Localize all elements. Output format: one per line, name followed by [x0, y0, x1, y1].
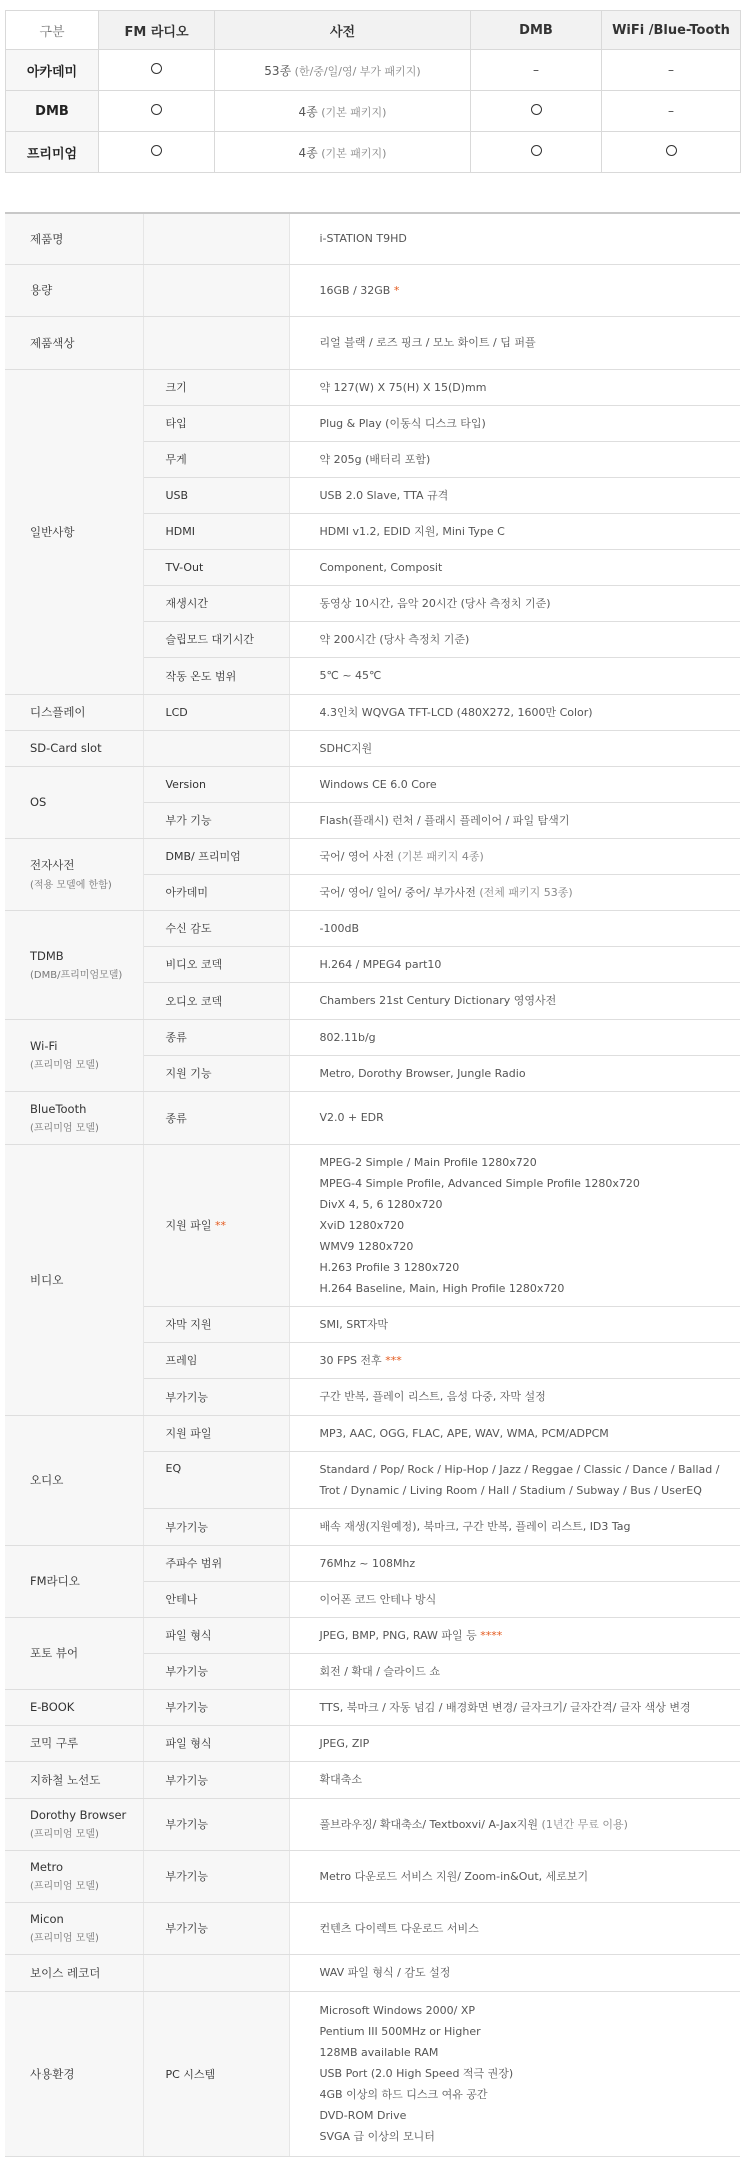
- dict-count: 53종: [264, 63, 292, 78]
- spec-row: [5, 1991, 740, 2156]
- spec-row: [5, 369, 740, 405]
- dmb-support-cell: [471, 132, 602, 173]
- label-main: Metro: [30, 1860, 64, 1874]
- header-wifi-bt: WiFi /Blue-Tooth: [602, 11, 741, 50]
- model-name: DMB: [6, 91, 99, 132]
- label-main: Wi-Fi: [30, 1039, 58, 1053]
- spec-value: H.264 / MPEG4 part10: [289, 946, 740, 982]
- spec-value: 이어폰 코드 안테나 방식: [289, 1581, 740, 1617]
- label-main: BlueTooth: [30, 1101, 87, 1116]
- env-line: Pentium III 500MHz or Higher: [319, 2025, 481, 2038]
- spec-value: Windows CE 6.0 Core: [289, 766, 740, 802]
- dmb-support-cell: [471, 91, 602, 132]
- spec-value: Metro 다운로드 서비스 지원/ Zoom-in&Out, 세로보기: [289, 1850, 740, 1902]
- spec-value: [289, 1617, 740, 1653]
- footnote-mark: **: [215, 1219, 227, 1232]
- spec-label: 지하철 노선도: [5, 1761, 143, 1798]
- spec-value: [289, 874, 740, 910]
- spec-label: [5, 838, 143, 910]
- wifi-support-cell: –: [602, 50, 741, 91]
- spec-table: [5, 212, 740, 2157]
- spec-value: [289, 264, 740, 316]
- value-note: (전체 패키지 53종): [479, 885, 573, 899]
- env-line: 4GB 이상의 하드 디스크 여유 공간: [319, 2088, 488, 2101]
- spec-key: 프레임: [143, 1342, 289, 1378]
- spec-value: 76Mhz ~ 108Mhz: [289, 1545, 740, 1581]
- spec-value: MP3, AAC, OGG, FLAC, APE, WAV, WMA, PCM/ADPCM: [289, 1415, 740, 1451]
- label-sub: (프리미엄 모델): [30, 1060, 99, 1071]
- spec-label: [5, 1091, 143, 1144]
- spec-key: 종류: [143, 1091, 289, 1144]
- dmb-support-cell: –: [471, 50, 602, 91]
- spec-label: [5, 1798, 143, 1850]
- spec-label: 디스플레이: [5, 694, 143, 730]
- spec-row: [5, 730, 740, 766]
- spec-value: -100dB: [289, 910, 740, 946]
- spec-value: USB 2.0 Slave, TTA 규격: [289, 477, 740, 513]
- label-sub: (적용 모델에 한함): [30, 880, 112, 891]
- spec-key: 지원 파일: [143, 1415, 289, 1451]
- spec-key: 부가 기능: [143, 802, 289, 838]
- spec-key: 종류: [143, 1019, 289, 1055]
- spec-value: Flash(플래시) 런처 / 플래시 플레이어 / 파일 탐색기: [289, 802, 740, 838]
- fm-support-cell: [99, 91, 215, 132]
- spec-key: Version: [143, 766, 289, 802]
- label-sub: (프리미엄 모델): [30, 1122, 99, 1134]
- dict-package: (기본 패키지): [317, 146, 387, 160]
- key-text: 지원 파일: [165, 1219, 212, 1232]
- spec-key: TV-Out: [143, 549, 289, 585]
- value-note: (기본 패키지 4종): [397, 849, 484, 863]
- spec-value: 약 127(W) X 75(H) X 15(D)mm: [289, 369, 740, 405]
- spec-row: [5, 213, 740, 264]
- spec-value: [289, 1144, 740, 1306]
- spec-key: USB: [143, 477, 289, 513]
- spec-key: [143, 316, 289, 369]
- spec-label: FM라디오: [5, 1545, 143, 1617]
- spec-value: 동영상 10시간, 음악 20시간 (당사 측정치 기준): [289, 585, 740, 621]
- header-category: 구분: [6, 11, 99, 50]
- video-format-line: WMV9 1280x720: [319, 1239, 414, 1253]
- circle-icon: [666, 145, 677, 156]
- circle-icon: [151, 63, 162, 74]
- spec-key: 부가기능: [143, 1850, 289, 1902]
- video-format-line: MPEG-2 Simple / Main Profile 1280x720: [319, 1155, 537, 1169]
- spec-key: 타입: [143, 405, 289, 441]
- circle-icon: [151, 145, 162, 156]
- spec-label: 코믹 구루: [5, 1725, 143, 1761]
- spec-value: SMI, SRT자막: [289, 1306, 740, 1342]
- spec-value: 약 205g (배터리 포함): [289, 441, 740, 477]
- spec-value: Chambers 21st Century Dictionary 영영사전: [289, 982, 740, 1019]
- spec-label: 비디오: [5, 1144, 143, 1415]
- fm-support-cell: [99, 132, 215, 173]
- spec-row: [5, 1545, 740, 1581]
- env-line: SVGA 급 이상의 모니터: [319, 2130, 435, 2143]
- spec-key: 수신 감도: [143, 910, 289, 946]
- video-format-line: XviD 1280x720: [319, 1218, 405, 1232]
- spec-row: [5, 1850, 740, 1902]
- spec-value: TTS, 북마크 / 자동 넘김 / 배경화면 변경/ 글자크기/ 글자간격/ 글자 색상 변경: [289, 1689, 740, 1725]
- env-line: Microsoft Windows 2000/ XP: [319, 2004, 476, 2017]
- spec-row: [5, 1415, 740, 1451]
- spec-row: [5, 264, 740, 316]
- spec-label: 오디오: [5, 1415, 143, 1545]
- spec-key: 재생시간: [143, 585, 289, 621]
- model-name: 아카데미: [6, 50, 99, 91]
- spec-value: 컨텐츠 다이렉트 다운로드 서비스: [289, 1902, 740, 1954]
- circle-icon: [151, 104, 162, 115]
- label-main: Micon: [30, 1912, 64, 1926]
- spec-value: 리얼 블랙 / 로즈 핑크 / 모노 화이트 / 딥 퍼플: [289, 316, 740, 369]
- spec-value: WAV 파일 형식 / 감도 설정: [289, 1954, 740, 1991]
- spec-value: 배속 재생(지원예정), 북마크, 구간 반복, 플레이 리스트, ID3 Tag: [289, 1508, 740, 1545]
- video-format-line: H.263 Profile 3 1280x720: [319, 1260, 460, 1274]
- label-main: TDMB: [30, 948, 64, 963]
- spec-key: 자막 지원: [143, 1306, 289, 1342]
- spec-row: [5, 694, 740, 730]
- spec-key: 부가기능: [143, 1653, 289, 1689]
- spec-key: 크기: [143, 369, 289, 405]
- spec-row: [5, 1617, 740, 1653]
- label-main: 전자사전: [30, 858, 75, 872]
- spec-row: [5, 1144, 740, 1306]
- spec-key: 작동 온도 범위: [143, 657, 289, 694]
- dictionary-cell: [215, 91, 471, 132]
- wifi-support-cell: [602, 132, 741, 173]
- spec-key: 파일 형식: [143, 1725, 289, 1761]
- spec-key: 슬립모드 대기시간: [143, 621, 289, 657]
- spec-label: 제품색상: [5, 316, 143, 369]
- video-format-line: MPEG-4 Simple Profile, Advanced Simple Profile 1280x720: [319, 1176, 640, 1190]
- spec-row: [5, 1798, 740, 1850]
- label-main: Dorothy Browser: [30, 1808, 127, 1822]
- spec-row: [5, 1725, 740, 1761]
- value-note: (1년간 무료 이용): [541, 1817, 628, 1831]
- spec-key: EQ: [143, 1451, 289, 1508]
- footnote-mark: ****: [480, 1628, 503, 1642]
- spec-value: 약 200시간 (당사 측정치 기준): [289, 621, 740, 657]
- video-format-line: DivX 4, 5, 6 1280x720: [319, 1197, 443, 1211]
- spec-value: 회전 / 확대 / 슬라이드 쇼: [289, 1653, 740, 1689]
- spec-key: 비디오 코덱: [143, 946, 289, 982]
- dict-count: 4종: [298, 104, 318, 119]
- spec-label: [5, 910, 143, 1019]
- spec-label: [5, 1902, 143, 1954]
- spec-value: Plug & Play (이동식 디스크 타입): [289, 405, 740, 441]
- spec-value: i-STATION T9HD: [289, 213, 740, 264]
- label-sub: (DMB/프리미엄모델): [30, 969, 123, 981]
- spec-key: 파일 형식: [143, 1617, 289, 1653]
- circle-icon: [531, 145, 542, 156]
- spec-key: [143, 1954, 289, 1991]
- spec-value: 확대축소: [289, 1761, 740, 1798]
- model-comparison-table: [5, 10, 741, 173]
- header-fm-radio: FM 라디오: [99, 11, 215, 50]
- footnote-mark: *: [393, 283, 400, 297]
- wifi-support-cell: –: [602, 91, 741, 132]
- spec-value: HDMI v1.2, EDID 지원, Mini Type C: [289, 513, 740, 549]
- spec-value: V2.0 + EDR: [289, 1091, 740, 1144]
- circle-icon: [531, 104, 542, 115]
- spec-label: [5, 1019, 143, 1091]
- spec-row: [5, 1019, 740, 1055]
- spec-key: 지원 기능: [143, 1055, 289, 1091]
- spec-value: [289, 1342, 740, 1378]
- spec-label: E-BOOK: [5, 1689, 143, 1725]
- spec-label: OS: [5, 766, 143, 838]
- spec-row: [5, 1689, 740, 1725]
- dict-package: (기본 패키지): [317, 105, 387, 119]
- spec-value: Component, Composit: [289, 549, 740, 585]
- spec-key: [143, 1144, 289, 1306]
- spec-row: [5, 910, 740, 946]
- spec-key: [143, 730, 289, 766]
- spec-value: 4.3인치 WQVGA TFT-LCD (480X272, 1600만 Color): [289, 694, 740, 730]
- spec-label: 보이스 레코더: [5, 1954, 143, 1991]
- spec-key: 오디오 코덱: [143, 982, 289, 1019]
- spec-key: 부가기능: [143, 1902, 289, 1954]
- label-sub: (프리미엄 모델): [30, 1881, 99, 1892]
- capacity-value: 16GB / 32GB: [319, 283, 391, 297]
- spec-key: 무게: [143, 441, 289, 477]
- dict-package: (한/중/일/영/ 부가 패키지): [291, 64, 421, 78]
- spec-row: [5, 1761, 740, 1798]
- spec-label: 용량: [5, 264, 143, 316]
- spec-key: 주파수 범위: [143, 1545, 289, 1581]
- spec-key: 부가기능: [143, 1761, 289, 1798]
- spec-label: 일반사항: [5, 369, 143, 694]
- fm-support-cell: [99, 50, 215, 91]
- value-main: 풀브라우징/ 확대축소/ Textboxvi/ A-Jax지원: [319, 1817, 542, 1831]
- spec-key: DMB/ 프리미엄: [143, 838, 289, 874]
- spec-key: 아카데미: [143, 874, 289, 910]
- spec-value: 구간 반복, 플레이 리스트, 음성 다중, 자막 설정: [289, 1378, 740, 1415]
- spec-key: [143, 264, 289, 316]
- env-line: DVD-ROM Drive: [319, 2109, 407, 2122]
- eq-line: Trot / Dynamic / Living Room / Hall / Stadium / Subway / Bus / UserEQ: [319, 1483, 702, 1497]
- spec-key: HDMI: [143, 513, 289, 549]
- spec-key: 부가기능: [143, 1798, 289, 1850]
- spec-value: Metro, Dorothy Browser, Jungle Radio: [289, 1055, 740, 1091]
- spec-value: [289, 838, 740, 874]
- env-line: 128MB available RAM: [319, 2046, 439, 2059]
- spec-row: [5, 766, 740, 802]
- value-main: 국어/ 영어/ 일어/ 중어/ 부가사전: [319, 885, 480, 899]
- comparison-row-premium: [6, 132, 741, 173]
- spec-row: [5, 838, 740, 874]
- comparison-header-row: [6, 11, 741, 50]
- value-main: 30 FPS 전후: [319, 1353, 382, 1367]
- spec-value: JPEG, ZIP: [289, 1725, 740, 1761]
- model-name: 프리미엄: [6, 132, 99, 173]
- spec-key: 부가기능: [143, 1508, 289, 1545]
- spec-value: [289, 1991, 740, 2156]
- spec-value: SDHC지원: [289, 730, 740, 766]
- comparison-row-academy: [6, 50, 741, 91]
- footnote-mark: ***: [385, 1353, 402, 1367]
- spec-key: LCD: [143, 694, 289, 730]
- label-sub: (프리미엄 모델): [30, 1829, 99, 1840]
- spec-key: [143, 213, 289, 264]
- spec-row: [5, 1091, 740, 1144]
- comparison-row-dmb: [6, 91, 741, 132]
- spec-label: [5, 1850, 143, 1902]
- spec-key: PC 시스템: [143, 1991, 289, 2156]
- dictionary-cell: [215, 132, 471, 173]
- header-dmb: DMB: [471, 11, 602, 50]
- spec-key: 안테나: [143, 1581, 289, 1617]
- spec-label: SD-Card slot: [5, 730, 143, 766]
- spec-label: 제품명: [5, 213, 143, 264]
- spec-label: 사용환경: [5, 1991, 143, 2156]
- label-sub: (프리미엄 모델): [30, 1933, 99, 1944]
- eq-line: Standard / Pop/ Rock / Hip-Hop / Jazz / Reggae / Classic / Dance / Ballad /: [319, 1462, 720, 1476]
- video-format-line: H.264 Baseline, Main, High Profile 1280x720: [319, 1281, 565, 1295]
- value-main: 국어/ 영어 사전: [319, 849, 398, 863]
- header-dictionary: 사전: [215, 11, 471, 50]
- spec-value: [289, 1798, 740, 1850]
- spec-value: [289, 1451, 740, 1508]
- dictionary-cell: [215, 50, 471, 91]
- spec-key: 부가기능: [143, 1378, 289, 1415]
- spec-key: 부가기능: [143, 1689, 289, 1725]
- spec-row: [5, 1902, 740, 1954]
- spec-row: [5, 1954, 740, 1991]
- env-line: USB Port (2.0 High Speed 적극 권장): [319, 2067, 514, 2080]
- spec-value: 802.11b/g: [289, 1019, 740, 1055]
- spec-row: [5, 316, 740, 369]
- spec-value: 5℃ ~ 45℃: [289, 657, 740, 694]
- dict-count: 4종: [298, 145, 318, 160]
- value-main: JPEG, BMP, PNG, RAW 파일 등: [319, 1628, 477, 1642]
- spec-label: 포토 뷰어: [5, 1617, 143, 1689]
